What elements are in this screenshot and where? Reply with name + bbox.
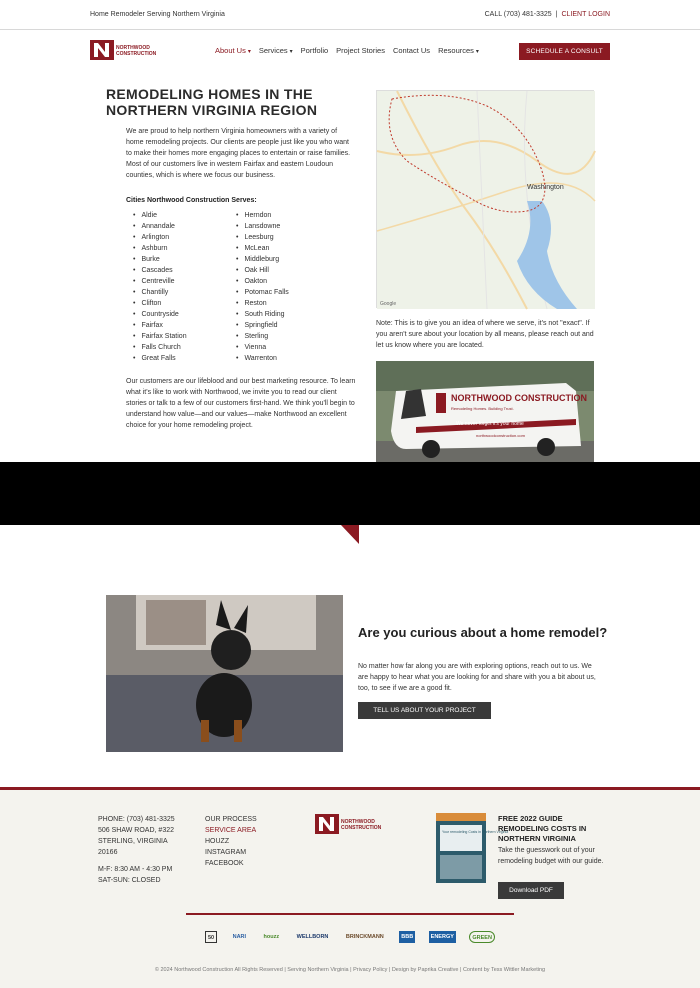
page-title: REMODELING HOMES IN THE NORTHERN VIRGINIA REGION — [106, 86, 318, 118]
city-item: • Cascades — [133, 265, 187, 276]
footer-logo-line1: NORTHWOOD — [341, 819, 375, 825]
city-item: • Oak Hill — [236, 265, 289, 276]
city-item: • Fairfax Station — [133, 331, 187, 342]
logo-line1: NORTHWOOD — [116, 45, 150, 51]
van-subtitle: Remodeling Homes. Building Trust. — [451, 406, 514, 411]
footer-hours-weekend: SAT-SUN: CLOSED — [98, 877, 161, 884]
chevron-down-icon: ▾ — [289, 49, 293, 55]
city-item: • South Riding — [236, 309, 289, 320]
intro-paragraph: We are proud to help northern Virginia homeowners with a variety of home remodeling projects. Our clients are people just like you who want to make their homes more engaging places to entertain or raise families. Most of our customers live in western Fairfax and eastern Loudoun counties, which is where we focus our business. — [126, 128, 351, 179]
client-login-link[interactable]: CLIENT LOGIN — [561, 11, 610, 18]
city-item: • Falls Church — [133, 342, 187, 353]
city-item: • Arlington — [133, 232, 187, 243]
footer-logo-line2: CONSTRUCTION — [341, 825, 382, 831]
outro-paragraph: Our customers are our lifeblood and our best marketing resource. To learn what it's like to work with Northwood, we invite you to read our client stories or talk to a few of our customers first-hand. We think you'll begin to understand how value—and our values—make Northwood an excellent choice for your home remodeling project. — [126, 378, 356, 429]
van-slogan: We never forget it's your home — [456, 421, 524, 427]
logo-line2: CONSTRUCTION — [116, 51, 157, 57]
dog-graphic — [106, 595, 343, 752]
city-item: • Annandale — [133, 221, 187, 232]
decorative-notch — [341, 525, 359, 544]
city-item: • Lansdowne — [236, 221, 289, 232]
footer-divider — [186, 913, 514, 915]
cities-list-2 — [236, 210, 289, 364]
badge-energy[interactable]: ENERGY — [429, 931, 456, 943]
curious-heading: Are you curious about a home remodel? — [358, 625, 608, 640]
cities-heading: Cities Northwood Construction Serves: — [126, 197, 257, 204]
phone-link[interactable]: CALL (703) 481-3325 — [484, 11, 552, 18]
topbar-separator: | — [555, 11, 558, 18]
footer-link-instagram[interactable]: INSTAGRAM — [205, 849, 247, 856]
city-item: • Aldie — [133, 210, 187, 221]
northwood-logo[interactable] — [90, 40, 160, 60]
city-item: • Springfield — [236, 320, 289, 331]
city-item: • Ashburn — [133, 243, 187, 254]
map-note: Note: This is to give you an idea of where we serve, it's not "exact". If you aren't sure about your location by all means, please reach out and let us know where you are located. — [376, 320, 594, 349]
badge-bbb[interactable]: BBB — [399, 931, 415, 943]
badge-wellborn[interactable]: WELLBORN — [296, 934, 329, 940]
map-graphic — [377, 91, 595, 309]
service-area-map[interactable] — [376, 90, 594, 308]
badge-50[interactable]: 50 — [205, 931, 217, 943]
main-nav — [215, 46, 479, 55]
footer-link-service-area[interactable]: SERVICE AREA — [205, 827, 257, 834]
city-item: • Sterling — [236, 331, 289, 342]
badge-row — [205, 930, 495, 944]
nav-portfolio[interactable]: Portfolio — [300, 46, 329, 55]
city-item: • McLean — [236, 243, 289, 254]
city-item: • Leesburg — [236, 232, 289, 243]
curious-paragraph: No matter how far along you are with exploring options, reach out to us. We are happy to hear what you are looking for and share with you a bit about us, too, to see if we are a good fit. — [358, 663, 596, 692]
footer-phone[interactable]: PHONE: (703) 481-3325 — [98, 816, 175, 823]
city-item: • Warrenton — [236, 353, 289, 364]
nav-about-us[interactable]: About Us ▾ — [215, 46, 251, 55]
footer-hours-weekday: M-F: 8:30 AM - 4:30 PM — [98, 866, 173, 873]
footer-link-houzz[interactable]: HOUZZ — [205, 838, 230, 845]
city-item: • Reston — [236, 298, 289, 309]
guide-cover-graphic — [436, 813, 509, 883]
top-bar — [0, 0, 700, 30]
footer-contact — [98, 814, 175, 886]
nav-resources[interactable]: Resources ▾ — [438, 46, 479, 55]
cities-list-1 — [133, 210, 187, 364]
nav-project-stories[interactable]: Project Stories — [336, 46, 385, 55]
guide-cover-text: Your remodeling Costs in Northern Virginia — [442, 830, 509, 834]
topbar-right — [485, 11, 610, 18]
city-item: • Oakton — [236, 276, 289, 287]
van-photo — [376, 361, 594, 463]
map-label-washington: Washington — [527, 184, 564, 191]
guide-title: FREE 2022 GUIDE REMODELING COSTS IN NORTHERN VIRGINIA — [498, 814, 587, 843]
footer-links — [205, 814, 257, 869]
download-pdf-button[interactable]: Download PDF — [498, 882, 564, 899]
city-item: • Herndon — [236, 210, 289, 221]
chevron-down-icon: ▾ — [247, 49, 251, 55]
city-item: • Countryside — [133, 309, 187, 320]
footer-zip: 20166 — [98, 849, 118, 856]
nav-contact-us[interactable]: Contact Us — [392, 46, 431, 55]
badge-houzz[interactable]: houzz — [263, 934, 280, 940]
guide-text: Take the guesswork out of your remodeling budget with our guide. — [498, 847, 604, 865]
map-google-label: Google — [380, 301, 397, 307]
badge-brinckmann[interactable]: BRINCKMANN — [345, 934, 384, 940]
city-item: • Middleburg — [236, 254, 289, 265]
dark-band — [0, 462, 700, 525]
dog-photo — [106, 595, 343, 752]
city-item: • Fairfax — [133, 320, 187, 331]
footer-logo[interactable] — [315, 814, 385, 834]
guide-cover[interactable] — [436, 813, 509, 883]
footer-link-our-process[interactable]: OUR PROCESS — [205, 816, 257, 823]
footer-link-facebook[interactable]: FACEBOOK — [205, 860, 244, 867]
nav-services[interactable]: Services ▾ — [258, 46, 293, 55]
tagline: Home Remodeler Serving Northern Virginia — [90, 11, 225, 18]
badge-green[interactable]: GREEN — [469, 931, 495, 943]
city-item: • Vienna — [236, 342, 289, 353]
city-item: • Burke — [133, 254, 187, 265]
chevron-down-icon: ▾ — [475, 49, 479, 55]
city-item: • Great Falls — [133, 353, 187, 364]
city-item: • Potomac Falls — [236, 287, 289, 298]
copyright: © 2024 Northwood Construction All Rights Reserved | Serving Northern Virginia | Privacy Policy | Design by Paprika Creative | Content by Tess Wittler Marketing — [154, 967, 546, 973]
schedule-consult-button[interactable]: SCHEDULE A CONSULT — [519, 43, 610, 60]
badge-nari[interactable]: NARI — [232, 934, 247, 940]
city-item: • Centreville — [133, 276, 187, 287]
tell-us-project-button[interactable]: TELL US ABOUT YOUR PROJECT — [358, 702, 491, 719]
van-graphic — [376, 361, 594, 463]
footer-address-1: 506 SHAW ROAD, #322 — [98, 827, 174, 834]
van-brand: NORTHWOOD CONSTRUCTION — [451, 393, 587, 403]
city-item: • Clifton — [133, 298, 187, 309]
city-item: • Chantilly — [133, 287, 187, 298]
footer-address-2: STERLING, VIRGINIA — [98, 838, 168, 845]
van-url: northwoodconstruction.com — [476, 433, 525, 438]
